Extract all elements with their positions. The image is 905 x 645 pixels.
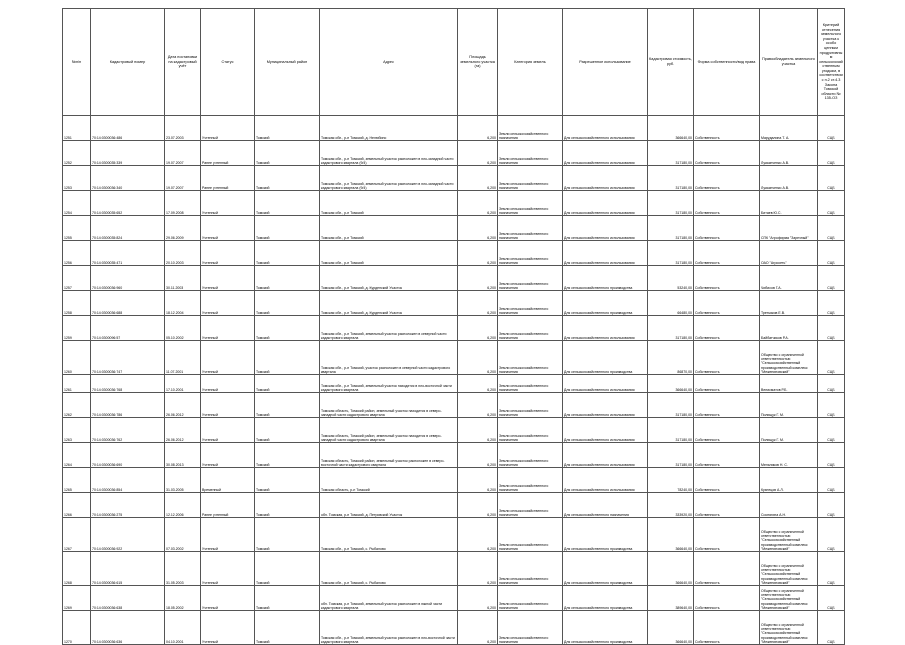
cell-row-number[interactable]: 1265 bbox=[63, 468, 91, 493]
cell-permitted-use[interactable]: Для сельскохозяйственного производства bbox=[563, 341, 648, 375]
cell-address[interactable]: Томская обл., р-н Томский, земельный участок расположен в юго-западной части кадастрового квартала (9/4) bbox=[320, 166, 458, 191]
cell-address[interactable]: Томская обл., р-н Томский, земельный участок находится в юго-восточной части кадастрового квартала bbox=[320, 375, 458, 393]
cell-row-number[interactable]: 1263 bbox=[63, 418, 91, 443]
cell-registration-date[interactable]: 12.12.2006 bbox=[165, 493, 201, 518]
cell-cadastral-number[interactable]: 70:14:0300035:339 bbox=[91, 141, 165, 166]
cell-owner[interactable]: Общество с ограниченной ответственностью "Сельскохозяйственный производственный комплекс "Межениновский" bbox=[760, 518, 818, 552]
cell-status[interactable]: Учтенный bbox=[201, 241, 255, 266]
col-header-land-category[interactable]: Категория земель bbox=[498, 9, 563, 116]
cell-district[interactable]: Томский bbox=[255, 141, 320, 166]
cell-row-number[interactable]: 1251 bbox=[63, 116, 91, 141]
cell-land-category[interactable]: Земли сельскохозяйственного назначения bbox=[498, 443, 563, 468]
cell-cadastral-number[interactable]: 70:14:0300036:747 bbox=[91, 341, 165, 375]
cell-criterion[interactable]: СЦБ bbox=[818, 586, 845, 611]
cell-registration-date[interactable]: 23.07.2003 bbox=[165, 116, 201, 141]
cell-address[interactable]: Томская обл., р-н Томский, д. Нелюбино bbox=[320, 116, 458, 141]
col-header-cadastral-value[interactable]: Кадастровая стоимость, руб. bbox=[648, 9, 694, 116]
cell-registration-date[interactable]: 19.07.2007 bbox=[165, 141, 201, 166]
cell-ownership-form[interactable]: Собственность bbox=[694, 141, 760, 166]
cell-status[interactable]: Учтенный bbox=[201, 375, 255, 393]
cell-area[interactable]: 6,200 bbox=[458, 316, 498, 341]
cell-row-number[interactable]: 1266 bbox=[63, 493, 91, 518]
cell-registration-date[interactable]: 18.12.2004 bbox=[165, 291, 201, 316]
table-row[interactable] bbox=[63, 241, 845, 266]
cell-area[interactable]: 6,200 bbox=[458, 166, 498, 191]
cell-cadastral-number[interactable]: 70:14:0300036:636 bbox=[91, 611, 165, 645]
cell-registration-date[interactable]: 30.11.2003 bbox=[165, 266, 201, 291]
cell-registration-date[interactable]: 26.06.2012 bbox=[165, 418, 201, 443]
cell-criterion[interactable]: СЦБ bbox=[818, 141, 845, 166]
cell-status[interactable]: Учтенный bbox=[201, 216, 255, 241]
cell-status[interactable]: Ранее учтенный bbox=[201, 493, 255, 518]
cell-cadastral-number[interactable]: 70:14:0300036:786 bbox=[91, 393, 165, 418]
cell-criterion[interactable]: СЦБ bbox=[818, 418, 845, 443]
cell-cadastral-number[interactable]: 70:14:0300036:854 bbox=[91, 468, 165, 493]
cell-land-category[interactable]: Земли сельскохозяйственного назначения bbox=[498, 418, 563, 443]
cell-status[interactable]: Учтенный bbox=[201, 393, 255, 418]
cell-ownership-form[interactable]: Собственность bbox=[694, 518, 760, 552]
cell-row-number[interactable]: 1268 bbox=[63, 552, 91, 586]
cell-district[interactable]: Томский bbox=[255, 552, 320, 586]
cell-district[interactable]: Томский bbox=[255, 291, 320, 316]
cell-criterion[interactable]: СЦБ bbox=[818, 611, 845, 645]
cell-address[interactable]: Томская обл., р-н Томский, земельный участок расположен в юго-восточной части кадастрового квартала bbox=[320, 611, 458, 645]
cell-ownership-form[interactable]: Собственность bbox=[694, 316, 760, 341]
cell-cadastral-value[interactable]: 389640,00 bbox=[648, 586, 694, 611]
cell-status[interactable]: Учтенный bbox=[201, 586, 255, 611]
cell-permitted-use[interactable]: Для сельскохозяйственного использования bbox=[563, 375, 648, 393]
cell-ownership-form[interactable]: Собственность bbox=[694, 493, 760, 518]
spreadsheet bbox=[62, 8, 844, 645]
cell-address[interactable]: Томская область, р-н Томский bbox=[320, 468, 458, 493]
cell-permitted-use[interactable]: Для сельскохозяйственного использования bbox=[563, 418, 648, 443]
cell-permitted-use[interactable]: Для сельскохозяйственного назначения bbox=[563, 493, 648, 518]
cell-ownership-form[interactable]: Собственность bbox=[694, 443, 760, 468]
cell-registration-date[interactable]: 05.10.2002 bbox=[165, 316, 201, 341]
table-row[interactable] bbox=[63, 191, 845, 216]
cell-permitted-use[interactable]: Для сельскохозяйственного использования bbox=[563, 393, 648, 418]
cell-cadastral-value[interactable]: 366640,00 bbox=[648, 116, 694, 141]
cell-row-number[interactable]: 1256 bbox=[63, 241, 91, 266]
table-row[interactable] bbox=[63, 375, 845, 393]
cell-land-category[interactable]: Земли сельскохозяйственного назначения bbox=[498, 586, 563, 611]
col-header-number[interactable]: №п/п bbox=[63, 9, 91, 116]
cell-permitted-use[interactable]: Для сельскохозяйственного использования bbox=[563, 191, 648, 216]
cell-registration-date[interactable]: 11.07.2001 bbox=[165, 341, 201, 375]
cell-permitted-use[interactable]: Для сельскохозяйственного использования bbox=[563, 216, 648, 241]
cell-area[interactable]: 6,200 bbox=[458, 393, 498, 418]
cell-address[interactable]: Томская область, Томский район, земельный участок находится в северо-западной части кадастрового квартала bbox=[320, 418, 458, 443]
col-header-ownership-form[interactable]: Форма собственности/вид права bbox=[694, 9, 760, 116]
cell-land-category[interactable]: Земли сельскохозяйственного назначения bbox=[498, 393, 563, 418]
cell-owner[interactable]: Общество с ограниченной ответственностью "Сельскохозяйственный производственный комплекс "Межениновский" bbox=[760, 552, 818, 586]
cell-permitted-use[interactable]: Для сельскохозяйственного использования bbox=[563, 141, 648, 166]
cell-permitted-use[interactable]: Для сельскохозяйственного использования bbox=[563, 116, 648, 141]
table-row[interactable] bbox=[63, 443, 845, 468]
table-row[interactable] bbox=[63, 266, 845, 291]
cell-cadastral-value[interactable]: 317180,00 bbox=[648, 191, 694, 216]
cell-ownership-form[interactable]: Собственность bbox=[694, 241, 760, 266]
cell-criterion[interactable]: СЦБ bbox=[818, 266, 845, 291]
cell-permitted-use[interactable]: Для сельскохозяйственного использования bbox=[563, 468, 648, 493]
cell-ownership-form[interactable]: Собственность bbox=[694, 418, 760, 443]
land-plots-table bbox=[62, 8, 845, 645]
cell-permitted-use[interactable]: Для сельскохозяйственного использования bbox=[563, 166, 648, 191]
cell-area[interactable]: 6,200 bbox=[458, 216, 498, 241]
cell-district[interactable]: Томский bbox=[255, 166, 320, 191]
cell-cadastral-number[interactable]: 70:14:0300036:768 bbox=[91, 375, 165, 393]
cell-row-number[interactable]: 1261 bbox=[63, 375, 91, 393]
cell-owner[interactable]: Марудалина Т. А. bbox=[760, 116, 818, 141]
cell-ownership-form[interactable]: Собственность bbox=[694, 216, 760, 241]
cell-criterion[interactable]: СЦБ bbox=[818, 291, 845, 316]
cell-land-category[interactable]: Земли сельскохозяйственного назначения bbox=[498, 611, 563, 645]
col-header-district[interactable]: Муниципальный район bbox=[255, 9, 320, 116]
cell-cadastral-value[interactable]: 366640,00 bbox=[648, 375, 694, 393]
cell-cadastral-value[interactable]: 317180,00 bbox=[648, 216, 694, 241]
col-header-permitted-use[interactable]: Разрешенное использование bbox=[563, 9, 648, 116]
cell-district[interactable]: Томский bbox=[255, 493, 320, 518]
cell-status[interactable]: Учтенный bbox=[201, 611, 255, 645]
cell-district[interactable]: Томский bbox=[255, 266, 320, 291]
cell-cadastral-value[interactable]: 317180,00 bbox=[648, 166, 694, 191]
table-row[interactable] bbox=[63, 316, 845, 341]
cell-land-category[interactable]: Земли сельскохозяйственного назначения bbox=[498, 493, 563, 518]
cell-registration-date[interactable]: 07.03.2002 bbox=[165, 518, 201, 552]
table-row[interactable] bbox=[63, 518, 845, 552]
cell-cadastral-value[interactable]: 317180,00 bbox=[648, 241, 694, 266]
cell-cadastral-value[interactable]: 366640,00 bbox=[648, 552, 694, 586]
cell-district[interactable]: Томский bbox=[255, 468, 320, 493]
cell-land-category[interactable]: Земли сельскохозяйственного назначения bbox=[498, 116, 563, 141]
cell-land-category[interactable]: Земли сельскохозяйственного назначения bbox=[498, 241, 563, 266]
cell-row-number[interactable]: 1254 bbox=[63, 191, 91, 216]
cell-ownership-form[interactable]: Собственность bbox=[694, 166, 760, 191]
cell-row-number[interactable]: 1253 bbox=[63, 166, 91, 191]
cell-land-category[interactable]: Земли сельскохозяйственного назначения bbox=[498, 166, 563, 191]
cell-owner[interactable]: Третьяков Е.В. bbox=[760, 291, 818, 316]
cell-owner[interactable]: Лукьянченко А.В. bbox=[760, 166, 818, 191]
cell-land-category[interactable]: Земли сельскохозяйственного назначения bbox=[498, 518, 563, 552]
cell-district[interactable]: Томский bbox=[255, 393, 320, 418]
cell-criterion[interactable]: СЦБ bbox=[818, 241, 845, 266]
cell-address[interactable]: Томская обл., р-н Томский bbox=[320, 216, 458, 241]
col-header-status[interactable]: Статус bbox=[201, 9, 255, 116]
cell-cadastral-number[interactable]: 70:14:0300036:922 bbox=[91, 518, 165, 552]
cell-permitted-use[interactable]: Для сельскохозяйственного производства bbox=[563, 518, 648, 552]
cell-row-number[interactable]: 1264 bbox=[63, 443, 91, 468]
cell-cadastral-value[interactable]: 317180,00 bbox=[648, 393, 694, 418]
cell-owner[interactable]: СПК "Агрофирма "Заречный" bbox=[760, 216, 818, 241]
cell-criterion[interactable]: СЦБ bbox=[818, 375, 845, 393]
cell-criterion[interactable]: СЦБ bbox=[818, 493, 845, 518]
cell-area[interactable]: 6,200 bbox=[458, 266, 498, 291]
cell-district[interactable]: Томский bbox=[255, 518, 320, 552]
cell-area[interactable]: 6,200 bbox=[458, 341, 498, 375]
cell-status[interactable]: Учтенный bbox=[201, 341, 255, 375]
cell-land-category[interactable]: Земли сельскохозяйственного назначения bbox=[498, 375, 563, 393]
table-row[interactable] bbox=[63, 493, 845, 518]
cell-owner[interactable]: Лукьянченко А.В. bbox=[760, 141, 818, 166]
cell-row-number[interactable]: 1270 bbox=[63, 611, 91, 645]
cell-permitted-use[interactable]: Для сельскохозяйственного производства bbox=[563, 611, 648, 645]
cell-ownership-form[interactable]: Собственность bbox=[694, 611, 760, 645]
cell-status[interactable]: Учтенный bbox=[201, 316, 255, 341]
cell-area[interactable]: 6,200 bbox=[458, 191, 498, 216]
cell-ownership-form[interactable]: Собственность bbox=[694, 191, 760, 216]
cell-address[interactable]: обл. Томская, р-н Томский, д. Петровский Участок bbox=[320, 493, 458, 518]
cell-permitted-use[interactable]: Для сельскохозяйственного производства bbox=[563, 266, 648, 291]
cell-address[interactable]: Томская обл., р-н Томский, участок расположен в северной части кадастрового квартала bbox=[320, 341, 458, 375]
cell-status[interactable]: Учтенный bbox=[201, 291, 255, 316]
cell-owner[interactable]: Общество с ограниченной ответственностью "Сельскохозяйственный производственный комплекс "Межениновский" bbox=[760, 586, 818, 611]
cell-area[interactable]: 6,200 bbox=[458, 552, 498, 586]
cell-cadastral-value[interactable]: 333920,00 bbox=[648, 493, 694, 518]
cell-address[interactable]: Томская обл., р-н Томский, земельный участок расположен в северной части кадастрового квартала bbox=[320, 316, 458, 341]
cell-status[interactable]: Учтенный bbox=[201, 266, 255, 291]
cell-owner[interactable]: ОАО "Агросеть" bbox=[760, 241, 818, 266]
cell-cadastral-number[interactable]: 70:14:0300035:652 bbox=[91, 191, 165, 216]
cell-owner[interactable]: Полищук Г. М. bbox=[760, 418, 818, 443]
cell-registration-date[interactable]: 31.03.2005 bbox=[165, 468, 201, 493]
cell-district[interactable]: Томский bbox=[255, 443, 320, 468]
cell-address[interactable]: Томская область, Томский район, земельный участок находится в северо-западной части кадастрового квартала bbox=[320, 393, 458, 418]
cell-address[interactable]: Томская обл., р-н Томский, с. Рыбалово bbox=[320, 518, 458, 552]
cell-area[interactable]: 6,200 bbox=[458, 375, 498, 393]
cell-ownership-form[interactable]: Собственность bbox=[694, 375, 760, 393]
cell-cadastral-number[interactable]: 70:14:0300036:340 bbox=[91, 166, 165, 191]
col-header-owner[interactable]: Правообладатель земельного участка bbox=[760, 9, 818, 116]
cell-cadastral-value[interactable]: 317180,00 bbox=[648, 418, 694, 443]
cell-status[interactable]: Учтенный bbox=[201, 116, 255, 141]
col-header-cadastral-number[interactable]: Кадастровый номер bbox=[91, 9, 165, 116]
cell-land-category[interactable]: Земли сельскохозяйственного назначения bbox=[498, 141, 563, 166]
cell-address[interactable]: Томская обл., р-н Томский, д. Курденский Участок bbox=[320, 266, 458, 291]
cell-row-number[interactable]: 1259 bbox=[63, 316, 91, 341]
cell-cadastral-value[interactable]: 66480,00 bbox=[648, 291, 694, 316]
cell-row-number[interactable]: 1269 bbox=[63, 586, 91, 611]
cell-criterion[interactable]: СЦБ bbox=[818, 341, 845, 375]
cell-cadastral-number[interactable]: 70:14:0300036:615 bbox=[91, 552, 165, 586]
cell-status[interactable]: Временный bbox=[201, 468, 255, 493]
cell-district[interactable]: Томский bbox=[255, 316, 320, 341]
cell-registration-date[interactable]: 26.06.2012 bbox=[165, 393, 201, 418]
cell-area[interactable]: 6,200 bbox=[458, 443, 498, 468]
cell-permitted-use[interactable]: Для сельскохозяйственного использования bbox=[563, 316, 648, 341]
cell-criterion[interactable]: СЦБ bbox=[818, 518, 845, 552]
cell-owner[interactable]: Кузнецов А.Л. bbox=[760, 468, 818, 493]
cell-area[interactable]: 6,200 bbox=[458, 418, 498, 443]
cell-area[interactable]: 6,200 bbox=[458, 291, 498, 316]
cell-ownership-form[interactable]: Собственность bbox=[694, 116, 760, 141]
cell-criterion[interactable]: СЦБ bbox=[818, 166, 845, 191]
cell-ownership-form[interactable]: Собственность bbox=[694, 266, 760, 291]
cell-status[interactable]: Учтенный bbox=[201, 418, 255, 443]
cell-area[interactable]: 6,200 bbox=[458, 468, 498, 493]
cell-cadastral-number[interactable]: 70:14:0300036:690 bbox=[91, 443, 165, 468]
cell-registration-date[interactable]: 18.05.2002 bbox=[165, 586, 201, 611]
cell-criterion[interactable]: СЦБ bbox=[818, 316, 845, 341]
cell-land-category[interactable]: Земли сельскохозяйственного назначения bbox=[498, 216, 563, 241]
cell-ownership-form[interactable]: Собственность bbox=[694, 468, 760, 493]
cell-district[interactable]: Томский bbox=[255, 418, 320, 443]
cell-owner[interactable]: Полищук Г. М. bbox=[760, 393, 818, 418]
cell-row-number[interactable]: 1258 bbox=[63, 291, 91, 316]
cell-registration-date[interactable]: 29.06.2009 bbox=[165, 216, 201, 241]
table-row[interactable] bbox=[63, 468, 845, 493]
cell-owner[interactable]: Общество с ограниченной ответственностью "Сельскохозяйственный производственный комплекс "Межениновский" bbox=[760, 611, 818, 645]
cell-ownership-form[interactable]: Собственность bbox=[694, 586, 760, 611]
cell-owner[interactable]: Байбатчиков Р.А. bbox=[760, 316, 818, 341]
table-row[interactable] bbox=[63, 116, 845, 141]
cell-cadastral-number[interactable]: 70:14:0300035:471 bbox=[91, 241, 165, 266]
cell-area[interactable]: 6,200 bbox=[458, 241, 498, 266]
cell-permitted-use[interactable]: Для сельскохозяйственного использования bbox=[563, 443, 648, 468]
cell-status[interactable]: Ранее учтенный bbox=[201, 166, 255, 191]
table-row[interactable] bbox=[63, 611, 845, 645]
cell-cadastral-number[interactable]: 70:14:0300096:57 bbox=[91, 316, 165, 341]
cell-row-number[interactable]: 1255 bbox=[63, 216, 91, 241]
table-row[interactable] bbox=[63, 216, 845, 241]
cell-registration-date[interactable]: 04.10.2001 bbox=[165, 611, 201, 645]
cell-cadastral-value[interactable]: 317180,00 bbox=[648, 316, 694, 341]
col-header-registration-date[interactable]: Дата постановки на кадастровый учёт bbox=[165, 9, 201, 116]
cell-address[interactable]: Томская обл., р-н Томский, земельный участок расположен в юго-западной части кадастрового квартала (9/4) bbox=[320, 141, 458, 166]
cell-ownership-form[interactable]: Собственность bbox=[694, 291, 760, 316]
cell-district[interactable]: Томский bbox=[255, 611, 320, 645]
cell-status[interactable]: Учтенный bbox=[201, 443, 255, 468]
cell-criterion[interactable]: СЦБ bbox=[818, 191, 845, 216]
cell-cadastral-value[interactable]: 86870,00 bbox=[648, 341, 694, 375]
cell-owner[interactable]: Чибисов Г.А. bbox=[760, 266, 818, 291]
cell-area[interactable]: 6,200 bbox=[458, 611, 498, 645]
cell-district[interactable]: Томский bbox=[255, 116, 320, 141]
table-row[interactable] bbox=[63, 166, 845, 191]
cell-criterion[interactable]: СЦБ bbox=[818, 552, 845, 586]
cell-registration-date[interactable]: 17.09.2008 bbox=[165, 191, 201, 216]
cell-land-category[interactable]: Земли сельскохозяйственного назначения bbox=[498, 316, 563, 341]
table-row[interactable] bbox=[63, 418, 845, 443]
cell-land-category[interactable]: Земли сельскохозяйственного назначения bbox=[498, 468, 563, 493]
cell-status[interactable]: Ранее учтенный bbox=[201, 141, 255, 166]
cell-row-number[interactable]: 1262 bbox=[63, 393, 91, 418]
header-row bbox=[63, 9, 845, 116]
cell-criterion[interactable]: СЦБ bbox=[818, 116, 845, 141]
cell-owner[interactable]: Общество с ограниченной ответственностью "Сельскохозяйственный производственный комплекс "Межениновский" bbox=[760, 341, 818, 375]
cell-permitted-use[interactable]: Для сельскохозяйственного использования bbox=[563, 241, 648, 266]
table-row[interactable] bbox=[63, 291, 845, 316]
cell-cadastral-value[interactable]: 366640,00 bbox=[648, 611, 694, 645]
cell-area[interactable]: 6,200 bbox=[458, 493, 498, 518]
cell-criterion[interactable]: СЦБ bbox=[818, 393, 845, 418]
cell-criterion[interactable]: СЦБ bbox=[818, 468, 845, 493]
cell-permitted-use[interactable]: Для сельскохозяйственного производства bbox=[563, 552, 648, 586]
cell-criterion[interactable]: СЦБ bbox=[818, 216, 845, 241]
cell-address[interactable]: Томская обл., р-н Томский, д. Курденский Участок bbox=[320, 291, 458, 316]
col-header-address[interactable]: Адрес bbox=[320, 9, 458, 116]
cell-land-category[interactable]: Земли сельскохозяйственного назначения bbox=[498, 552, 563, 586]
table-row[interactable] bbox=[63, 141, 845, 166]
cell-permitted-use[interactable]: Для сельскохозяйственного производства bbox=[563, 586, 648, 611]
cell-ownership-form[interactable]: Собственность bbox=[694, 341, 760, 375]
cell-row-number[interactable]: 1260 bbox=[63, 341, 91, 375]
cell-registration-date[interactable]: 30.08.2013 bbox=[165, 443, 201, 468]
cell-permitted-use[interactable]: Для сельскохозяйственного производства bbox=[563, 291, 648, 316]
cell-owner[interactable]: Битаев Ю.С. bbox=[760, 191, 818, 216]
cell-cadastral-number[interactable]: 70:14:0300036:688 bbox=[91, 291, 165, 316]
cell-land-category[interactable]: Земли сельскохозяйственного назначения bbox=[498, 191, 563, 216]
cell-status[interactable]: Учтенный bbox=[201, 552, 255, 586]
cell-cadastral-number[interactable]: 70:14:0300035:824 bbox=[91, 216, 165, 241]
cell-registration-date[interactable]: 17.10.2001 bbox=[165, 375, 201, 393]
cell-area[interactable]: 6,200 bbox=[458, 141, 498, 166]
cell-ownership-form[interactable]: Собственность bbox=[694, 552, 760, 586]
cell-address[interactable]: обл. Томская, р-н Томский, земельный участок расположен в южной части кадастрового квартала bbox=[320, 586, 458, 611]
cell-row-number[interactable]: 1252 bbox=[63, 141, 91, 166]
cell-address[interactable]: Томская обл., р-н Томский bbox=[320, 241, 458, 266]
table-row[interactable] bbox=[63, 552, 845, 586]
cell-address[interactable]: Томская область, Томский район, земельный участок расположен в северо-восточной части кадастрового квартала bbox=[320, 443, 458, 468]
cell-address[interactable]: Томская обл., р-н Томский, с. Рыбалово bbox=[320, 552, 458, 586]
table-row[interactable] bbox=[63, 341, 845, 375]
cell-criterion[interactable]: СЦБ bbox=[818, 443, 845, 468]
cell-status[interactable]: Учтенный bbox=[201, 518, 255, 552]
cell-address[interactable]: Томская обл., р-н Томский bbox=[320, 191, 458, 216]
cell-row-number[interactable]: 1267 bbox=[63, 518, 91, 552]
cell-owner[interactable]: Соснягина А.Н. bbox=[760, 493, 818, 518]
cell-cadastral-number[interactable]: 70:14:0300036:486 bbox=[91, 116, 165, 141]
cell-registration-date[interactable]: 19.07.2007 bbox=[165, 166, 201, 191]
cell-ownership-form[interactable]: Собственность bbox=[694, 393, 760, 418]
cell-owner[interactable]: Мельников Н. С. bbox=[760, 443, 818, 468]
table-row[interactable] bbox=[63, 393, 845, 418]
col-header-area[interactable]: Площадь земельного участка (га) bbox=[458, 9, 498, 116]
cell-cadastral-value[interactable]: 317180,00 bbox=[648, 141, 694, 166]
cell-district[interactable]: Томский bbox=[255, 586, 320, 611]
cell-cadastral-number[interactable]: 70:14:0300036:762 bbox=[91, 418, 165, 443]
cell-cadastral-number[interactable]: 70:14:0300036:638 bbox=[91, 586, 165, 611]
cell-cadastral-value[interactable]: 366640,00 bbox=[648, 518, 694, 552]
cell-registration-date[interactable]: 20.10.2003 bbox=[165, 241, 201, 266]
cell-cadastral-value[interactable]: 78240,00 bbox=[648, 468, 694, 493]
cell-district[interactable]: Томский bbox=[255, 241, 320, 266]
cell-land-category[interactable]: Земли сельскохозяйственного назначения bbox=[498, 266, 563, 291]
cell-land-category[interactable]: Земли сельскохозяйственного назначения bbox=[498, 341, 563, 375]
cell-area[interactable]: 6,200 bbox=[458, 586, 498, 611]
cell-cadastral-value[interactable]: 53240,00 bbox=[648, 266, 694, 291]
cell-cadastral-number[interactable]: 70:14:0300036:960 bbox=[91, 266, 165, 291]
cell-area[interactable]: 6,200 bbox=[458, 116, 498, 141]
cell-district[interactable]: Томский bbox=[255, 375, 320, 393]
cell-district[interactable]: Томский bbox=[255, 216, 320, 241]
col-header-criterion[interactable]: Критерий отнесения земельного участка к особо ценным продуктивным сельскохозяйственным угодьям, в соответствии с п.2 ст.4.3 Закона Томской области № 135-ОЗ bbox=[818, 9, 845, 116]
cell-cadastral-number[interactable]: 70:14:0300036:275 bbox=[91, 493, 165, 518]
cell-row-number[interactable]: 1257 bbox=[63, 266, 91, 291]
cell-district[interactable]: Томский bbox=[255, 191, 320, 216]
table-row[interactable] bbox=[63, 586, 845, 611]
cell-land-category[interactable]: Земли сельскохозяйственного назначения bbox=[498, 291, 563, 316]
cell-owner[interactable]: Велисматов Р.Б. bbox=[760, 375, 818, 393]
cell-district[interactable]: Томский bbox=[255, 341, 320, 375]
cell-area[interactable]: 6,200 bbox=[458, 518, 498, 552]
cell-status[interactable]: Учтенный bbox=[201, 191, 255, 216]
cell-cadastral-value[interactable]: 317180,00 bbox=[648, 443, 694, 468]
cell-registration-date[interactable]: 31.05.2003 bbox=[165, 552, 201, 586]
